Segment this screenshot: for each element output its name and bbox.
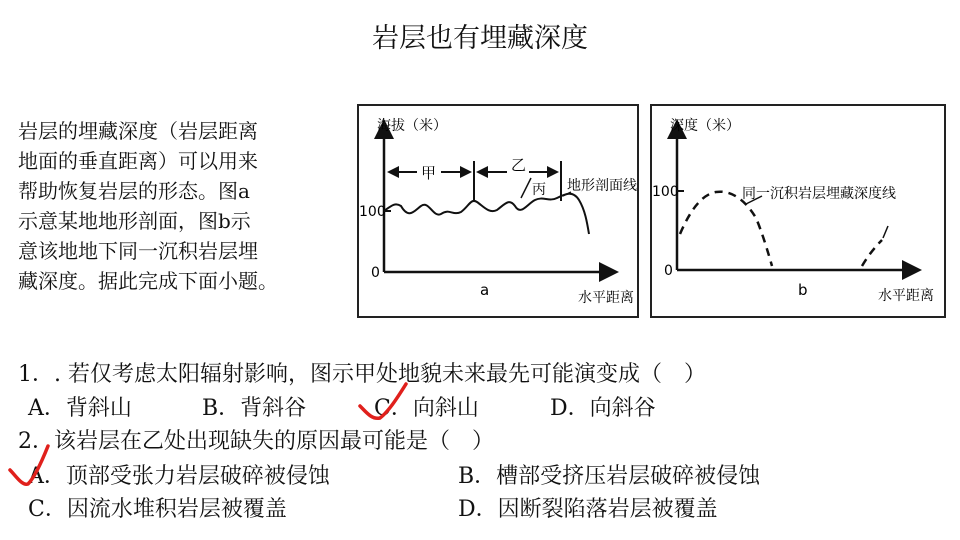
question-2-option-c: C．因流水堆积岩层被覆盖: [28, 497, 287, 522]
question-1-option-a: A．背斜山: [28, 396, 132, 421]
intro-line: 地面的垂直距离）可以用来: [18, 149, 258, 173]
leader-right: [883, 226, 888, 238]
question-1-stem: 1．. 若仅考虑太阳辐射影响，图示甲处地貌未来最先可能演变成（ ）: [18, 362, 706, 387]
question-2-stem: 2．该岩层在乙处出现缺失的原因最可能是（ ）: [18, 429, 494, 454]
leader-bing: [521, 178, 531, 198]
intro-paragraph: [18, 116, 348, 296]
x-axis-label: 水平距离: [578, 290, 634, 306]
y-tick-0: 0: [371, 265, 380, 281]
figure-caption: b: [798, 281, 808, 299]
y-tick-100: 100: [652, 184, 679, 200]
figure-a-svg: [359, 106, 637, 316]
intro-line: 示意某地地形剖面，图b示: [18, 209, 251, 233]
intro-line: 岩层的埋藏深度（岩层距离: [18, 119, 258, 143]
question-2-option-b: B．槽部受挤压岩层破碎被侵蚀: [458, 464, 761, 489]
page-title: 岩层也有埋藏深度: [372, 23, 588, 54]
burial-depth-curve-left: [680, 192, 772, 266]
intro-line: 帮助恢复岩层的形态。图a: [18, 179, 250, 203]
intro-line: 藏深度。据此完成下面小题。: [18, 269, 278, 293]
region-label-jia: 甲: [421, 164, 437, 182]
curve-label: 地形剖面线: [567, 178, 637, 194]
y-tick-100: 100: [359, 204, 386, 220]
intro-line: 意该地地下同一沉积岩层埋: [18, 239, 258, 263]
x-axis-label: 水平距离: [878, 288, 934, 304]
question-1-option-d: D．向斜谷: [550, 396, 656, 421]
figure-a-terrain-profile: [357, 104, 639, 318]
figure-b-burial-depth: [650, 104, 946, 318]
question-1-option-c: C．向斜山: [374, 396, 479, 421]
question-1-option-b: B．背斜谷: [202, 396, 307, 421]
point-label-bing: 丙: [532, 182, 546, 198]
terrain-profile-line: [384, 194, 589, 234]
curve-label: 同一沉积岩层埋藏深度线: [742, 186, 896, 202]
burial-depth-curve-right: [862, 240, 882, 266]
y-axis-label: 海拔（米）: [377, 118, 447, 134]
figure-caption: a: [480, 281, 490, 299]
region-label-yi: 乙: [511, 156, 527, 174]
figure-b-svg: [652, 106, 944, 316]
y-axis-label: 深度（米）: [670, 118, 740, 134]
y-tick-0: 0: [664, 263, 673, 279]
question-2-option-d: D．因断裂陷落岩层被覆盖: [458, 497, 718, 522]
question-2-option-a: A．顶部受张力岩层破碎被侵蚀: [28, 464, 330, 489]
